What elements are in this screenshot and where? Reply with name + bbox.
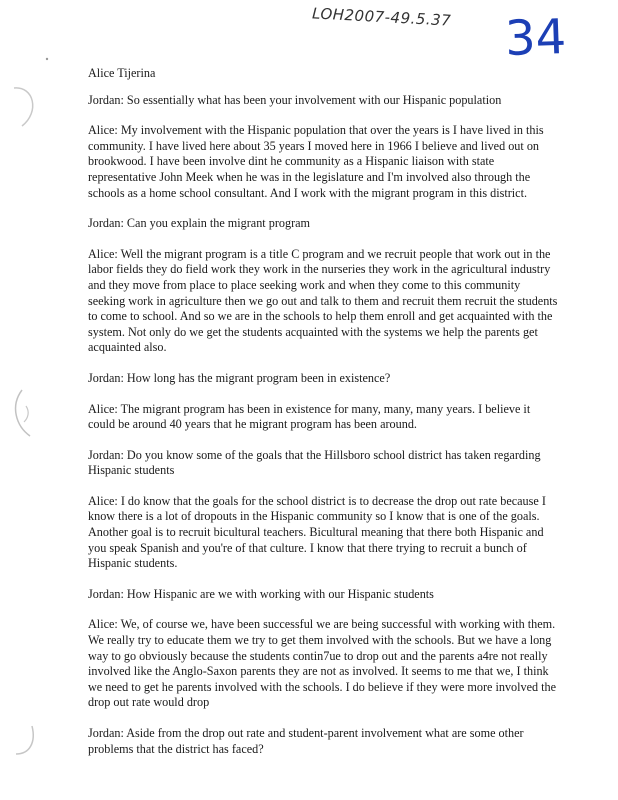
- accession-number: LOH2007-49.5.37: [311, 4, 452, 30]
- transcript-paragraph: Jordan: So essentially what has been your involvement with our Hispanic population: [88, 92, 502, 107]
- transcript-body: [88, 66, 558, 772]
- interviewee-name: Alice Tijerina: [88, 66, 156, 80]
- transcript-paragraph: Alice: Well the migrant program is a title C program and we recruit people that work out in the labor fields they do field work they work in the nurseries they work in the agricultural industry and they move from place to place seeking work and when they come to this community seeking work in agriculture then we go out and talk to them and recruit them recruit the students to come to school. And so we are in the schools to help them enroll and get acquainted with the system. Not only do we get the students acquainted with the systems we help the parents get acquainted also.: [88, 246, 558, 355]
- scan-speck: [44, 56, 50, 62]
- punch-hole-mark-middle: [6, 386, 46, 441]
- transcript-paragraph: Alice: The migrant program has been in existence for many, many, many years. I believe it could be around 40 years that he migrant program has been around.: [88, 401, 531, 432]
- transcript-paragraph: Alice: We, of course we, have been successful we are being successful with working with them. We really try to educate them we try to get them involved with the schools. But we have a long way to go obviously because the students contin7ue to drop out and the parents a4re not really involved like the Anglo-Saxon parents they are not as involved. It seems to me that we, I think we need to get he parents involved with the schools. I do believe if they were more involved the drop out rate would drop: [88, 617, 557, 710]
- transcript-paragraph: Jordan: How Hispanic are we with working with our Hispanic students: [88, 586, 434, 601]
- transcript-paragraph: Jordan: Do you know some of the goals that the Hillsboro school district has taken regarding Hispanic students: [88, 447, 541, 478]
- transcript-paragraph: Alice: I do know that the goals for the school district is to decrease the drop out rate because I know there is a lot of dropouts in the Hispanic community so I know that is one of the goals. Another goal is to recruit bicultural teachers. Bicultural meaning that there both Hispanic and you speak Spanish and you're of that culture. I know that there trying to recruit a bunch of Hispanic students.: [88, 493, 546, 571]
- transcript-paragraph: Jordan: Can you explain the migrant program: [88, 216, 311, 231]
- punch-hole-mark-bottom: [6, 722, 46, 762]
- transcript-paragraph: Jordan: Aside from the drop out rate and student-parent involvement what are some other problems that the district has faced?: [88, 726, 524, 756]
- transcript-paragraph: Jordan: How long has the migrant program been in existence?: [88, 370, 391, 385]
- transcript-paragraph: Alice: My involvement with the Hispanic population that over the years is I have lived in this community. I have lived here about 35 years I moved here in 1966 I believe and lived out on brookwood. I have been involve dint he community as a Hispanic liaison with state representative John Meek when he was in the legislature and I'm involved also through the schools as a home school consultant. And I work with the migrant program in this district.: [88, 123, 544, 200]
- page-number: 34: [504, 8, 568, 68]
- punch-hole-mark-top: [4, 82, 44, 132]
